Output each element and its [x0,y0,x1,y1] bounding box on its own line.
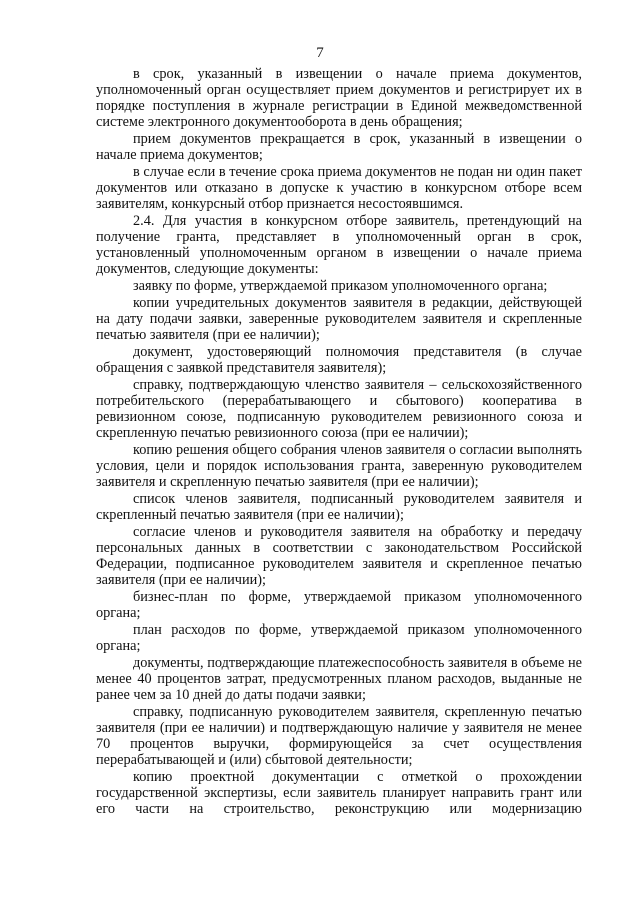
paragraph-1: в срок, указанный в извещении о начале приема документов, уполномоченный орган осуществляет прием документов и регистрирует их в порядке поступления в журнале регистрации в Единой межведомственной системе электронного документооборота в день обращения; [96,66,582,130]
paragraph-6: копии учредительных документов заявителя в редакции, действующей на дату подачи заявки, заверенные руководителем заявителя и скрепленные печатью заявителя (при ее наличии); [96,295,582,343]
paragraph-5: заявку по форме, утверждаемой приказом уполномоченного органа; [133,278,548,294]
paragraph-7: документ, удостоверяющий полномочия представителя (в случае обращения с заявкой представителя заявителя); [96,344,582,376]
paragraph-12: бизнес-план по форме, утверждаемой приказом уполномоченного органа; [96,589,582,621]
paragraph-11: согласие членов и руководителя заявителя на обработку и передачу персональных данных в соответствии с законодательством Российской Федерации, подписанное руководителем заявителя и скрепленное печатью заявителя (при ее наличии); [96,524,582,588]
paragraph-13: план расходов по форме, утверждаемой приказом уполномоченного органа; [96,622,582,654]
paragraph-2: прием документов прекращается в срок, указанный в извещении о начале приема документов; [96,131,582,163]
paragraph-8: справку, подтверждающую членство заявителя – сельскохозяйственного потребительского (перерабатывающего и сбытового) кооператива в ревизионном союзе, подписанную руководителем ревизионного союза и скрепленную печатью ревизионного союза (при ее наличии); [96,377,582,441]
paragraph-3: в случае если в течение срока приема документов не подан ни один пакет документов или отказано в допуске к участию в конкурсном отборе всем заявителям, конкурсный отбор признается несостоявшимся. [96,164,582,212]
page-number: 7 [316,45,324,61]
paragraph-15: справку, подписанную руководителем заявителя, скрепленную печатью заявителя (при ее наличии) и подтверждающую наличие у заявителя не менее 70 процентов выручки, формирующейся за счет осуществления перерабатывающей и (или) сбытовой деятельности; [96,704,582,768]
document-body [96,66,582,818]
paragraph-10: список членов заявителя, подписанный руководителем заявителя и скрепленный печатью заявителя (при ее наличии); [96,491,582,523]
paragraph-16: копию проектной документации с отметкой о прохождении государственной экспертизы, если заявитель планирует направить грант или его части на строительство, реконструкцию или модернизацию [96,769,582,817]
paragraph-14: документы, подтверждающие платежеспособность заявителя в объеме не менее 40 процентов затрат, предусмотренных планом расходов, выданные не ранее чем за 10 дней до даты подачи заявки; [96,655,582,703]
paragraph-4: 2.4. Для участия в конкурсном отборе заявитель, претендующий на получение гранта, представляет в уполномоченный орган в срок, установленный уполномоченным органом в извещении о начале приема документов, следующие документы: [96,213,582,277]
paragraph-9: копию решения общего собрания членов заявителя о согласии выполнять условия, цели и порядок использования гранта, заверенную руководителем заявителя и скрепленную печатью заявителя (при ее наличии); [96,442,582,490]
